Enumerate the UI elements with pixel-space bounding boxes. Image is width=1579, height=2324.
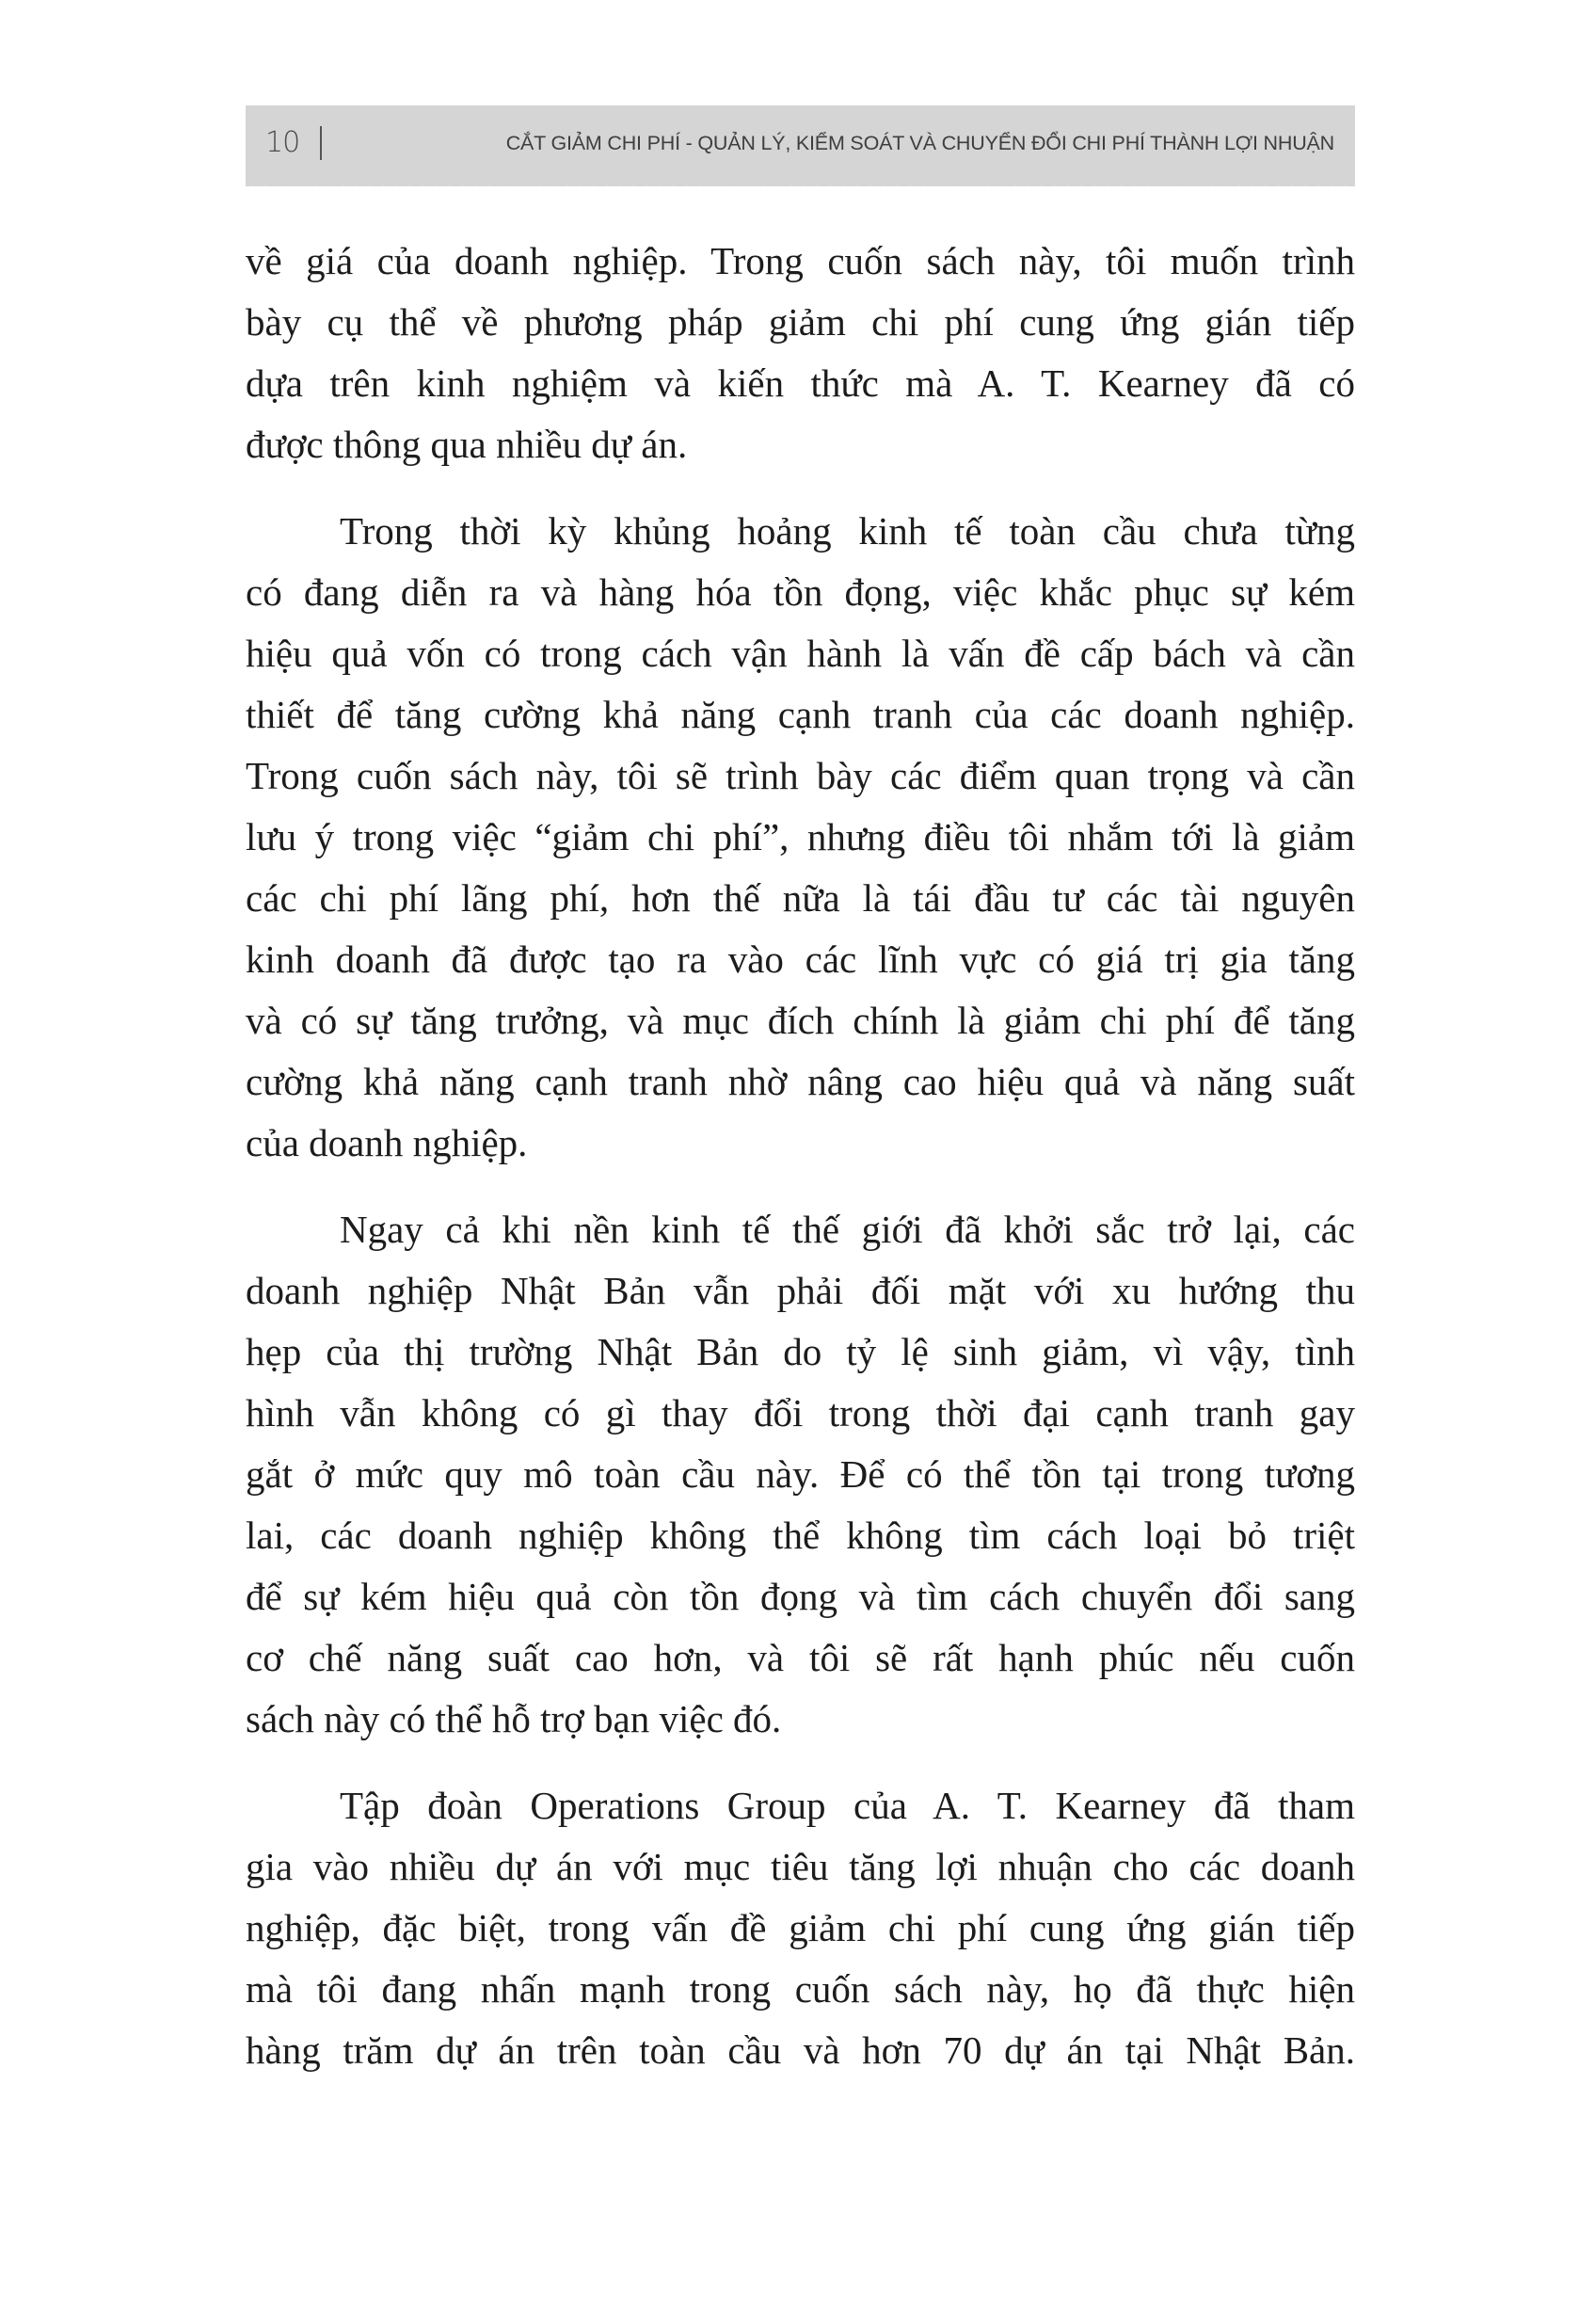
text-line: lưu ý trong việc “giảm chi phí”, nhưng điều tôi nhắm tới là giảm — [246, 815, 1355, 858]
text-line: được thông qua nhiều dự án. — [246, 423, 688, 466]
text-line: Tập đoàn Operations Group của A. T. Kearney đã tham — [340, 1784, 1355, 1827]
paragraph-2 — [246, 501, 1355, 1174]
text-line: gắt ở mức quy mô toàn cầu này. Để có thể tồn tại trong tương — [246, 1452, 1355, 1496]
text-line: nghiệp, đặc biệt, trong vấn đề giảm chi phí cung ứng gián tiếp — [246, 1906, 1355, 1949]
text-line: gia vào nhiều dự án với mục tiêu tăng lợi nhuận cho các doanh — [246, 1845, 1355, 1888]
text-line: doanh nghiệp Nhật Bản vẫn phải đối mặt với xu hướng thu — [246, 1269, 1355, 1312]
text-line: có đang diễn ra và hàng hóa tồn đọng, việc khắc phục sự kém — [246, 570, 1355, 614]
text-line: hình vẫn không có gì thay đổi trong thời đại cạnh tranh gay — [246, 1391, 1355, 1434]
text-line: hẹp của thị trường Nhật Bản do tỷ lệ sinh giảm, vì vậy, tình — [246, 1330, 1355, 1373]
text-line: bày cụ thể về phương pháp giảm chi phí cung ứng gián tiếp — [246, 300, 1355, 344]
paragraph-1 — [246, 231, 1355, 475]
text-line: cường khả năng cạnh tranh nhờ nâng cao hiệu quả và năng suất — [246, 1060, 1355, 1103]
running-title: CẮT GIẢM CHI PHÍ - QUẢN LÝ, KIỂM SOÁT VÀ CHUYỂN ĐỔI CHI PHÍ THÀNH LỢI NHUẬN — [505, 132, 1334, 154]
text-line: của doanh nghiệp. — [246, 1121, 528, 1164]
paragraph-4 — [246, 1775, 1355, 2081]
text-line: hàng trăm dự án trên toàn cầu và hơn 70 dự án tại Nhật Bản. — [246, 2028, 1355, 2072]
text-line: và có sự tăng trưởng, và mục đích chính là giảm chi phí để tăng — [246, 999, 1355, 1042]
text-line: để sự kém hiệu quả còn tồn đọng và tìm cách chuyển đổi sang — [246, 1575, 1355, 1618]
text-line: mà tôi đang nhấn mạnh trong cuốn sách này, họ đã thực hiện — [246, 1967, 1355, 2011]
page-number: 10 — [265, 126, 300, 159]
text-line: Trong thời kỳ khủng hoảng kinh tế toàn cầu chưa từng — [340, 509, 1355, 553]
text-line: về giá của doanh nghiệp. Trong cuốn sách này, tôi muốn trình — [246, 239, 1355, 282]
text-line: thiết để tăng cường khả năng cạnh tranh của các doanh nghiệp. — [246, 693, 1355, 736]
text-line: hiệu quả vốn có trong cách vận hành là vấn đề cấp bách và cần — [246, 632, 1355, 675]
paragraph-3 — [246, 1199, 1355, 1750]
body-text — [246, 231, 1355, 2107]
text-line: các chi phí lãng phí, hơn thế nữa là tái đầu tư các tài nguyên — [246, 876, 1355, 920]
text-line: Ngay cả khi nền kinh tế thế giới đã khởi sắc trở lại, các — [340, 1208, 1355, 1251]
header-divider — [320, 126, 322, 160]
text-line: cơ chế năng suất cao hơn, và tôi sẽ rất hạnh phúc nếu cuốn — [246, 1636, 1355, 1679]
text-line: dựa trên kinh nghiệm và kiến thức mà A. T. Kearney đã có — [246, 361, 1355, 405]
text-line: sách này có thể hỗ trợ bạn việc đó. — [246, 1697, 782, 1740]
text-line: kinh doanh đã được tạo ra vào các lĩnh vực có giá trị gia tăng — [246, 938, 1355, 981]
text-line: lai, các doanh nghiệp không thể không tìm cách loại bỏ triệt — [246, 1514, 1355, 1557]
text-line: Trong cuốn sách này, tôi sẽ trình bày các điểm quan trọng và cần — [246, 754, 1355, 797]
running-header — [246, 105, 1355, 186]
